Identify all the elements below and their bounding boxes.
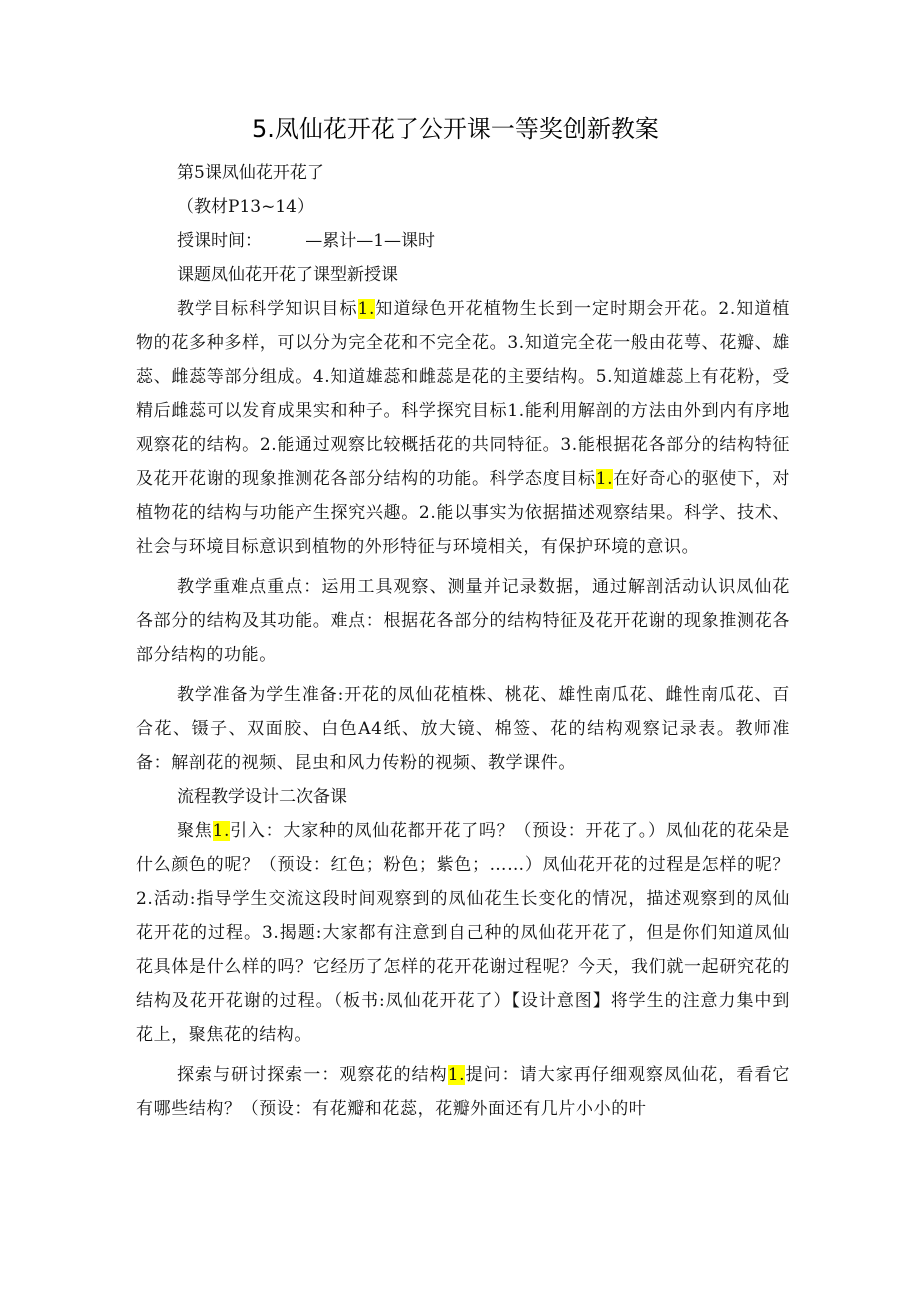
time-line: 授课时间： —累计—1—课时 <box>177 231 436 251</box>
goals-lead: 教学目标科学知识目标 <box>177 299 358 319</box>
highlight-marker: 1. <box>212 821 230 841</box>
explore-paragraph <box>0 1058 790 1126</box>
key-points-paragraph: 教学重难点重点：运用工具观察、测量并记录数据，通过解剖活动认识凤仙花各部分的结构及其功能。难点：根据花各部分的结构特征及花开花谢的现象推测花各部分结构的功能。 <box>136 577 790 665</box>
explore-lead: 探索与研讨探索一：观察花的结构 <box>177 1065 448 1085</box>
topic-line: 课题凤仙花开花了课型新授课 <box>177 265 398 285</box>
focus-paragraph <box>0 814 790 1052</box>
focus-text: 引入：大家种的凤仙花都开花了吗？（预设：开花了。）凤仙花的花朵是什么颜色的呢？（预设：红色；粉色；紫色；……）凤仙花开花的过程是怎样的呢？2.活动:指导学生交流这段时间观察到的凤仙花生长变化的情况，描述观察到的凤仙花开花的过程。3.揭题:大家都有注意到自己种的凤仙花开花了，但是你们知道凤仙花具体是什么样的吗？它经历了怎样的花开花谢过程呢？今天，我们就一起研究花的结构及花开花谢的过程。（板书:凤仙花开花了）【设计意图】将学生的注意力集中到花上，聚焦花的结构。 <box>136 821 791 1045</box>
goals-text-2: 在好奇心的驱使下，对植物花的结构与功能产生探究兴趣。2.能以事实为依据描述观察结果。科学、技术、社会与环境目标意识到植物的外形特征与环境相关，有保护环境的意识。 <box>136 469 790 557</box>
document-title: 5.凤仙花开花了公开课一等奖创新教案 <box>252 115 659 143</box>
explore-text: 提问：请大家再仔细观察凤仙花，看看它有哪些结构？（预设：有花瓣和花蕊，花瓣外面还有几片小小的叶 <box>136 1065 790 1119</box>
lesson-line: 第5课凤仙花开花了 <box>177 163 324 183</box>
focus-lead: 聚焦 <box>177 821 213 841</box>
highlight-marker: 1. <box>357 299 375 319</box>
highlight-marker: 1. <box>595 469 614 489</box>
highlight-marker: 1. <box>447 1065 466 1085</box>
preparation-paragraph: 教学准备为学生准备:开花的凤仙花植株、桃花、雄性南瓜花、雌性南瓜花、百合花、镊子、双面胶、白色A4纸、放大镜、棉签、花的结构观察记录表。教师准备：解剖花的视频、昆虫和风力传粉的视频、教学课件。 <box>136 685 790 773</box>
flow-line: 流程教学设计二次备课 <box>177 787 347 807</box>
textbook-line: （教材P13~14） <box>177 197 314 217</box>
goals-text-1: 知道绿色开花植物生长到一定时期会开花。2.知道植物的花多种多样，可以分为完全花和不完全花。3.知道完全花一般由花萼、花瓣、雄蕊、雌蕊等部分组成。4.知道雄蕊和雌蕊是花的主要结构。5.知道雄蕊上有花粉，受精后雌蕊可以发育成果实和种子。科学探究目标1.能利用解剖的方法由外到内有序地观察花的结构。2.能通过观察比较概括花的共同特征。3.能根据花各部分的结构特征及花开花谢的现象推测花各部分结构的功能。科学态度目标 <box>136 299 790 489</box>
goals-paragraph <box>0 292 790 564</box>
